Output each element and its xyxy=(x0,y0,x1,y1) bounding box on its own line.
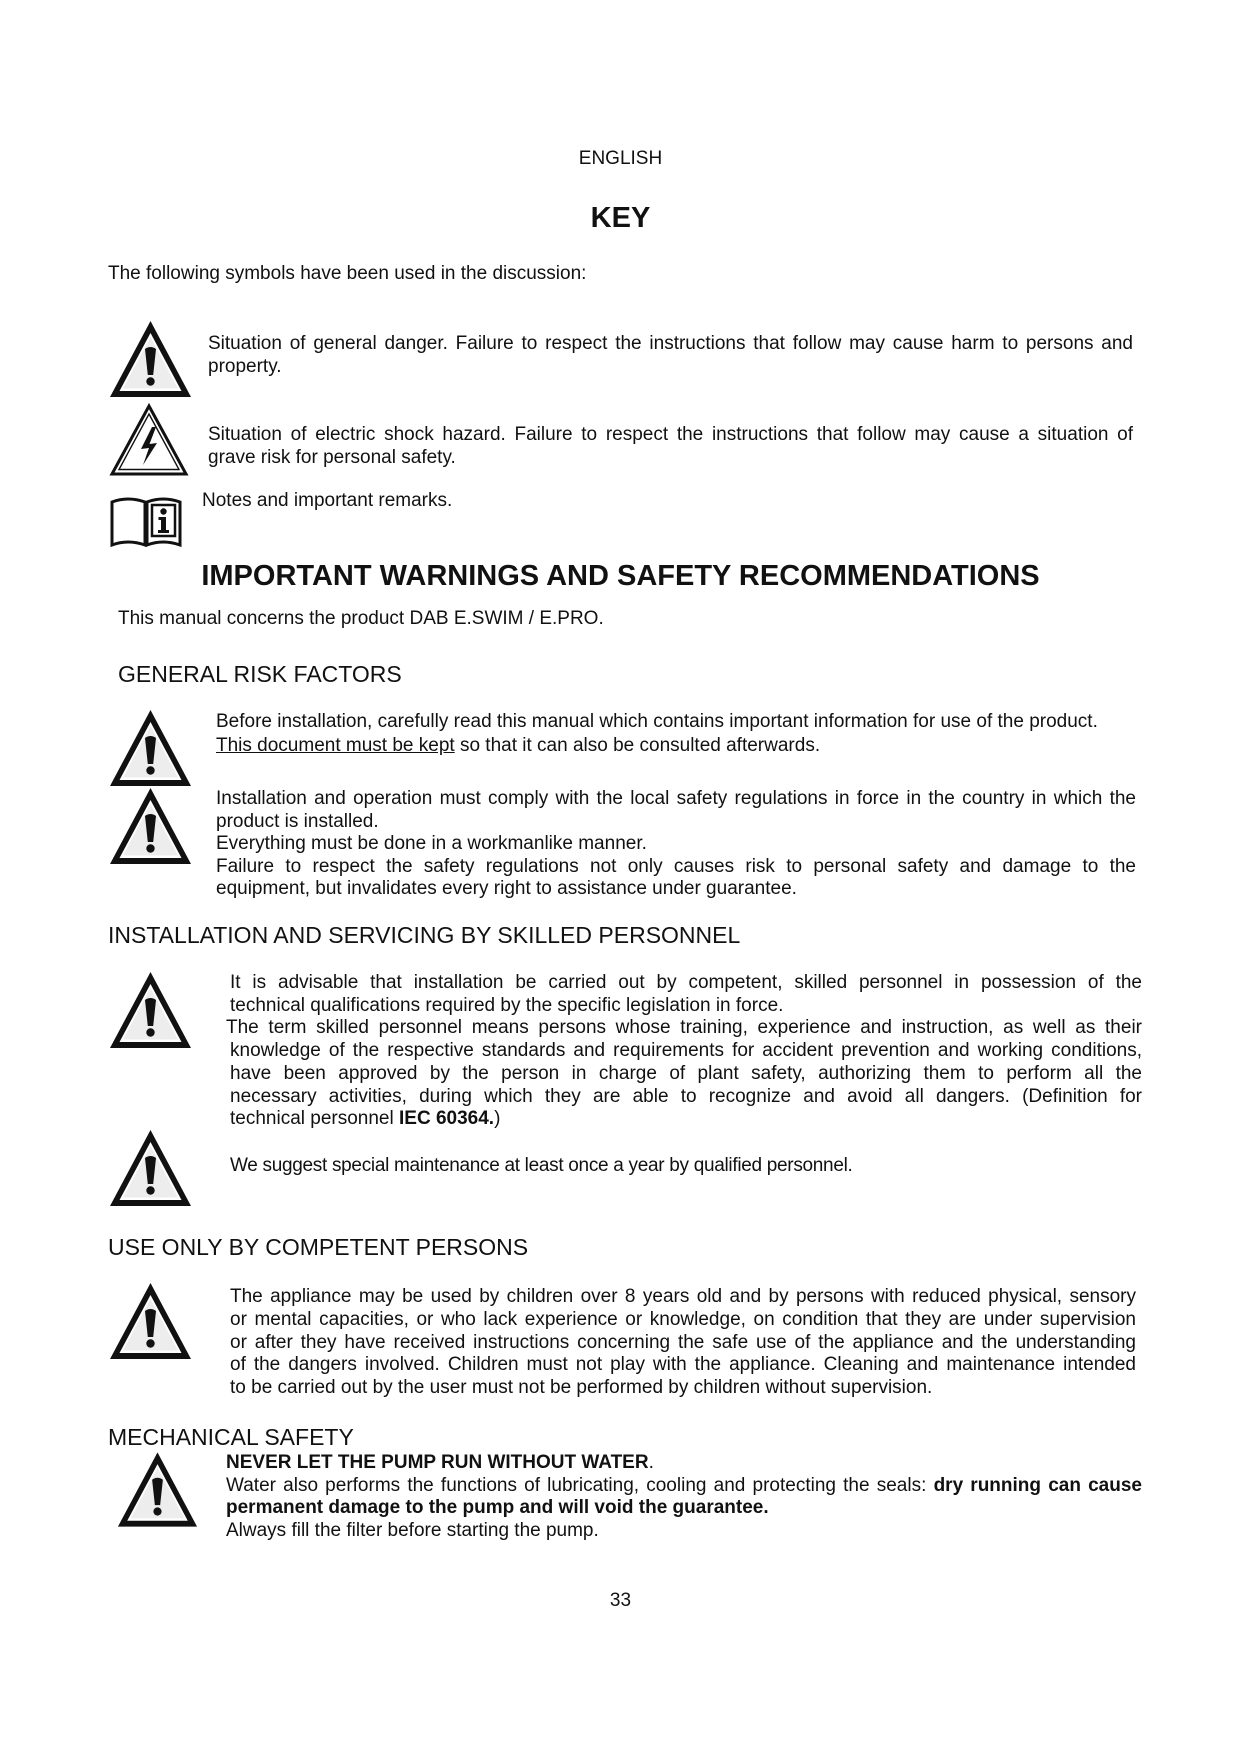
electric-shock-icon xyxy=(109,403,189,477)
general-danger-icon xyxy=(108,1128,193,1208)
lubrication-text: Water also performs the functions of lubricating, cooling and protecting the seals: xyxy=(226,1474,934,1496)
notes-icon xyxy=(109,493,183,549)
description-line: Situation of electric shock hazard. Failure to respect the instructions that follow may cause a situation of xyxy=(208,424,1133,445)
paragraph-line xyxy=(226,1475,1142,1498)
general-danger-icon xyxy=(108,1281,193,1361)
paragraph-line: Everything must be done in a workmanlike manner. xyxy=(216,833,647,854)
notes-description: Notes and important remarks. xyxy=(202,490,453,511)
paragraph-line: equipment, but invalidates every right to assistance under guarantee. xyxy=(216,878,797,899)
paragraph-line: of the dangers involved. Children must not play with the appliance. Cleaning and maintenance intended xyxy=(230,1354,1136,1376)
maintenance-note: We suggest special maintenance at least once a year by qualified personnel. xyxy=(230,1155,853,1176)
paragraph-line: The term skilled personnel means persons whose training, experience and instruction, as well as their xyxy=(226,1017,1142,1039)
general-danger-icon xyxy=(108,970,193,1050)
standard-reference: IEC 60364. xyxy=(399,1108,495,1130)
general-danger-icon xyxy=(108,319,193,399)
skilled-personnel-paragraph xyxy=(226,972,1142,1131)
lightning-triangle-glyph xyxy=(112,406,186,474)
keep-document-rest: so that it can also be consulted afterwards. xyxy=(454,734,821,756)
electric-shock-description xyxy=(208,424,1133,469)
dry-run-warning: NEVER LET THE PUMP RUN WITHOUT WATER xyxy=(226,1452,649,1473)
paragraph-line: or after they have received instructions concerning the safe use of the appliance and the understanding xyxy=(230,1331,1136,1353)
general-risk-heading: GENERAL RISK FACTORS xyxy=(118,661,402,687)
key-title: KEY xyxy=(590,202,651,234)
definition-text: technical personnel xyxy=(230,1108,399,1130)
language-label: ENGLISH xyxy=(578,148,663,169)
paragraph-line: Installation and operation must comply with the local safety regulations in force in the country in which the xyxy=(216,788,1136,809)
warning-triangle-glyph xyxy=(118,1452,197,1526)
warning-triangle-glyph xyxy=(110,1283,191,1359)
paragraph-line: Failure to respect the safety regulations not only causes risk to personal safety and damage to the xyxy=(216,855,1136,877)
general-danger-description xyxy=(208,333,1133,378)
competent-persons-paragraph xyxy=(230,1286,1136,1400)
keep-document-emphasis: This document must be kept xyxy=(216,734,455,756)
paragraph-line: permanent damage to the pump and will void the guarantee. xyxy=(226,1497,769,1519)
skilled-personnel-heading: INSTALLATION AND SERVICING BY SKILLED PERSONNEL xyxy=(108,922,741,948)
product-statement: This manual concerns the product DAB E.SWIM / E.PRO. xyxy=(118,608,604,629)
general-danger-icon xyxy=(116,1450,199,1529)
page-number: 33 xyxy=(609,1590,632,1611)
general-danger-icon xyxy=(108,708,193,788)
warning-triangle-glyph xyxy=(110,710,191,786)
info-book-glyph xyxy=(112,499,180,545)
dry-running-emphasis: dry running can cause xyxy=(933,1474,1142,1496)
paragraph-line: or mental capacities, or who lack experience or knowledge, on condition that they are under supervision xyxy=(230,1308,1136,1330)
paragraph-line: product is installed. xyxy=(216,810,379,832)
warning-triangle-glyph xyxy=(110,972,191,1048)
definition-end: ) xyxy=(494,1108,501,1130)
paragraph-line: The appliance may be used by children over 8 years old and by persons with reduced physical, sensory xyxy=(230,1286,1136,1307)
mechanical-safety-heading: MECHANICAL SAFETY xyxy=(108,1424,354,1450)
general-danger-icon xyxy=(108,786,193,866)
paragraph-line: to be carried out by the user must not be performed by children without supervision. xyxy=(230,1377,933,1398)
key-intro: The following symbols have been used in the discussion: xyxy=(108,263,587,284)
warning-triangle-glyph xyxy=(110,788,191,864)
warning-triangle-glyph xyxy=(110,321,191,397)
regulations-paragraph xyxy=(216,788,1136,901)
paragraph-line xyxy=(226,1452,1142,1475)
paragraph-line: knowledge of the respective standards and requirements for accident prevention and working conditions, xyxy=(230,1040,1142,1062)
description-line: grave risk for personal safety. xyxy=(208,446,456,468)
paragraph-line: have been approved by the person in charge of plant safety, authorizing them to perform all the xyxy=(230,1062,1142,1084)
read-manual-paragraph xyxy=(216,710,1136,757)
warning-triangle-glyph xyxy=(110,1130,191,1206)
paragraph-line: necessary activities, during which they are able to recognize and avoid all dangers. (Definition for xyxy=(230,1085,1142,1107)
competent-persons-heading: USE ONLY BY COMPETENT PERSONS xyxy=(108,1234,529,1260)
paragraph-line: technical qualifications required by the specific legislation in force. xyxy=(230,994,784,1016)
paragraph-line: Always fill the filter before starting the pump. xyxy=(226,1520,599,1542)
mechanical-safety-paragraph xyxy=(226,1452,1142,1543)
paragraph-line: It is advisable that installation be carried out by competent, skilled personnel in possession of the xyxy=(230,972,1142,993)
warnings-title: IMPORTANT WARNINGS AND SAFETY RECOMMENDATIONS xyxy=(201,560,1040,592)
dry-run-warning-end: . xyxy=(648,1452,654,1473)
description-line: Situation of general danger. Failure to respect the instructions that follow may cause harm to persons and xyxy=(208,333,1133,354)
paragraph-line xyxy=(216,734,1136,758)
paragraph-line: Before installation, carefully read this manual which contains important information for use of the product. xyxy=(216,711,1098,732)
paragraph-line xyxy=(230,1108,1142,1131)
description-line: property. xyxy=(208,355,282,377)
